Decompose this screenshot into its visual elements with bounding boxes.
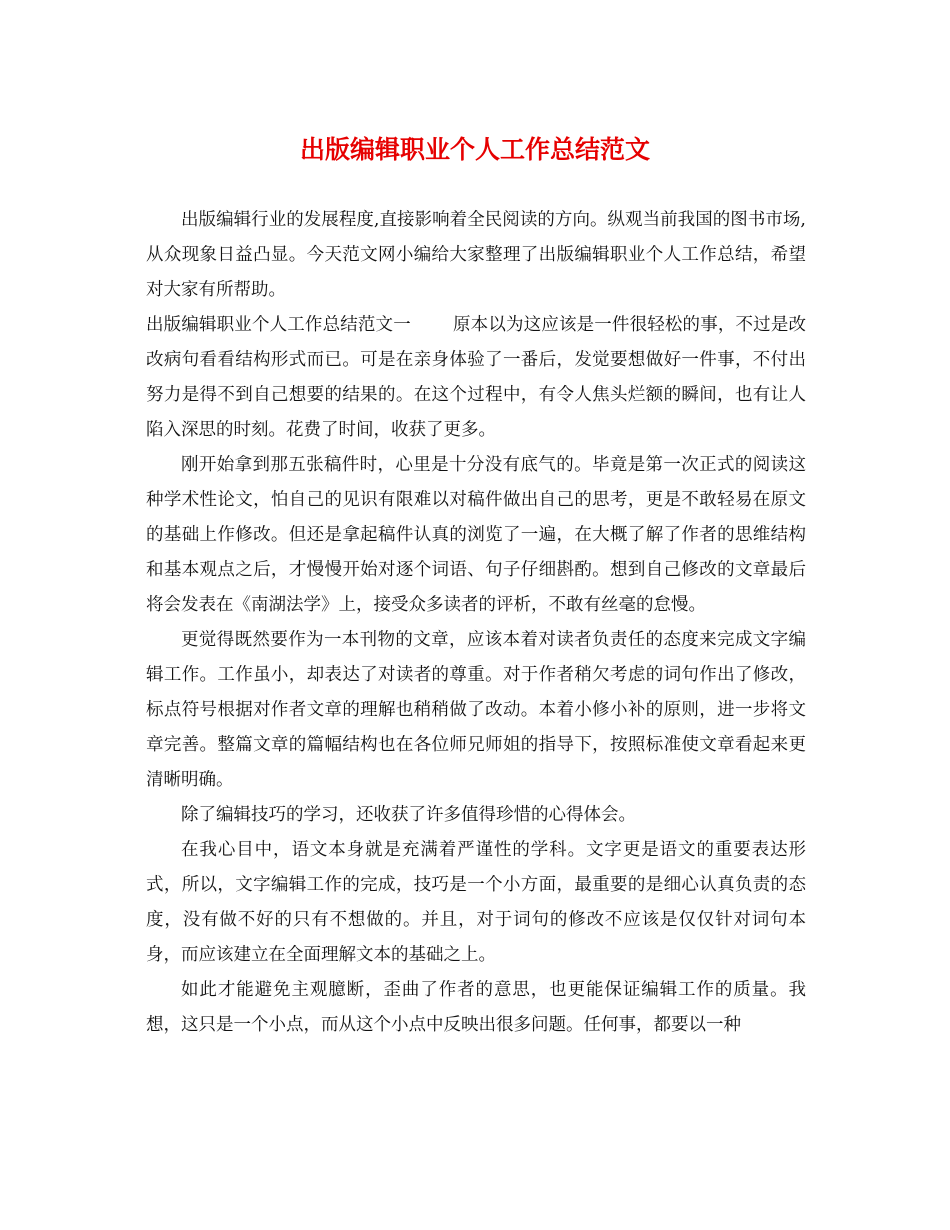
body-paragraph-2: 更觉得既然要作为一本刊物的文章，应该本着对读者负责任的态度来完成文字编辑工作。工作虽小，却表达了对读者的尊重。对于作者稍欠考虑的词句作出了修改，标点符号根据对作者文章的理解也稍稍做了改动。本着小修小补的原则，进一步将文章完善。整篇文章的篇幅结构也在各位师兄师姐的指导下，按照标准使文章看起来更清晰明确。 [146,630,806,790]
body-paragraph-3: 除了编辑技巧的学习，还收获了许多值得珍惜的心得体会。 [181,805,636,825]
body-paragraph-5: 如此才能避免主观臆断，歪曲了作者的意思，也更能保证编辑工作的质量。我想，这只是一个小点，而从这个小点中反映出很多问题。任何事，都要以一种 [146,980,806,1035]
document-title: 出版编辑职业个人工作总结范文 [299,135,650,164]
document-body [146,203,806,1043]
body-paragraph-1: 刚开始拿到那五张稿件时，心里是十分没有底气的。毕竟是第一次正式的阅读这种学术性论文，怕自己的见识有限难以对稿件做出自己的思考，更是不敢轻易在原文的基础上作修改。但还是拿起稿件认真的浏览了一遍，在大概了解了作者的思维结构和基本观点之后，才慢慢开始对逐个词语、句子仔细斟酌。想到自己修改的文章最后将会发表在《南湖法学》上，接受众多读者的评析，不敢有丝毫的怠慢。 [146,455,806,615]
section-first-text: 原本以为这应该是一件很轻松的事，不过是改改病句看看结构形式而已。可是在亲身体验了一番后，发觉要想做好一件事，不付出努力是得不到自己想要的结果的。在这个过程中，有令人焦头烂额的瞬间，也有让人陷入深思的时刻。花费了时间，收获了更多。 [146,315,807,440]
section-heading: 出版编辑职业个人工作总结范文一 [146,315,411,335]
section-paragraph [146,308,806,448]
body-paragraph-4: 在我心目中，语文本身就是充满着严谨性的学科。文字更是语文的重要表达形式，所以，文字编辑工作的完成，技巧是一个小方面，最重要的是细心认真负责的态度，没有做不好的只有不想做的。并且，对于词句的修改不应该是仅仅针对词句本身，而应该建立在全面理解文本的基础之上。 [146,840,806,965]
intro-paragraph: 出版编辑行业的发展程度,直接影响着全民阅读的方向。纵观当前我国的图书市场,从众现象日益凸显。今天范文网小编给大家整理了出版编辑职业个人工作总结，希望对大家有所帮助。 [146,210,806,300]
